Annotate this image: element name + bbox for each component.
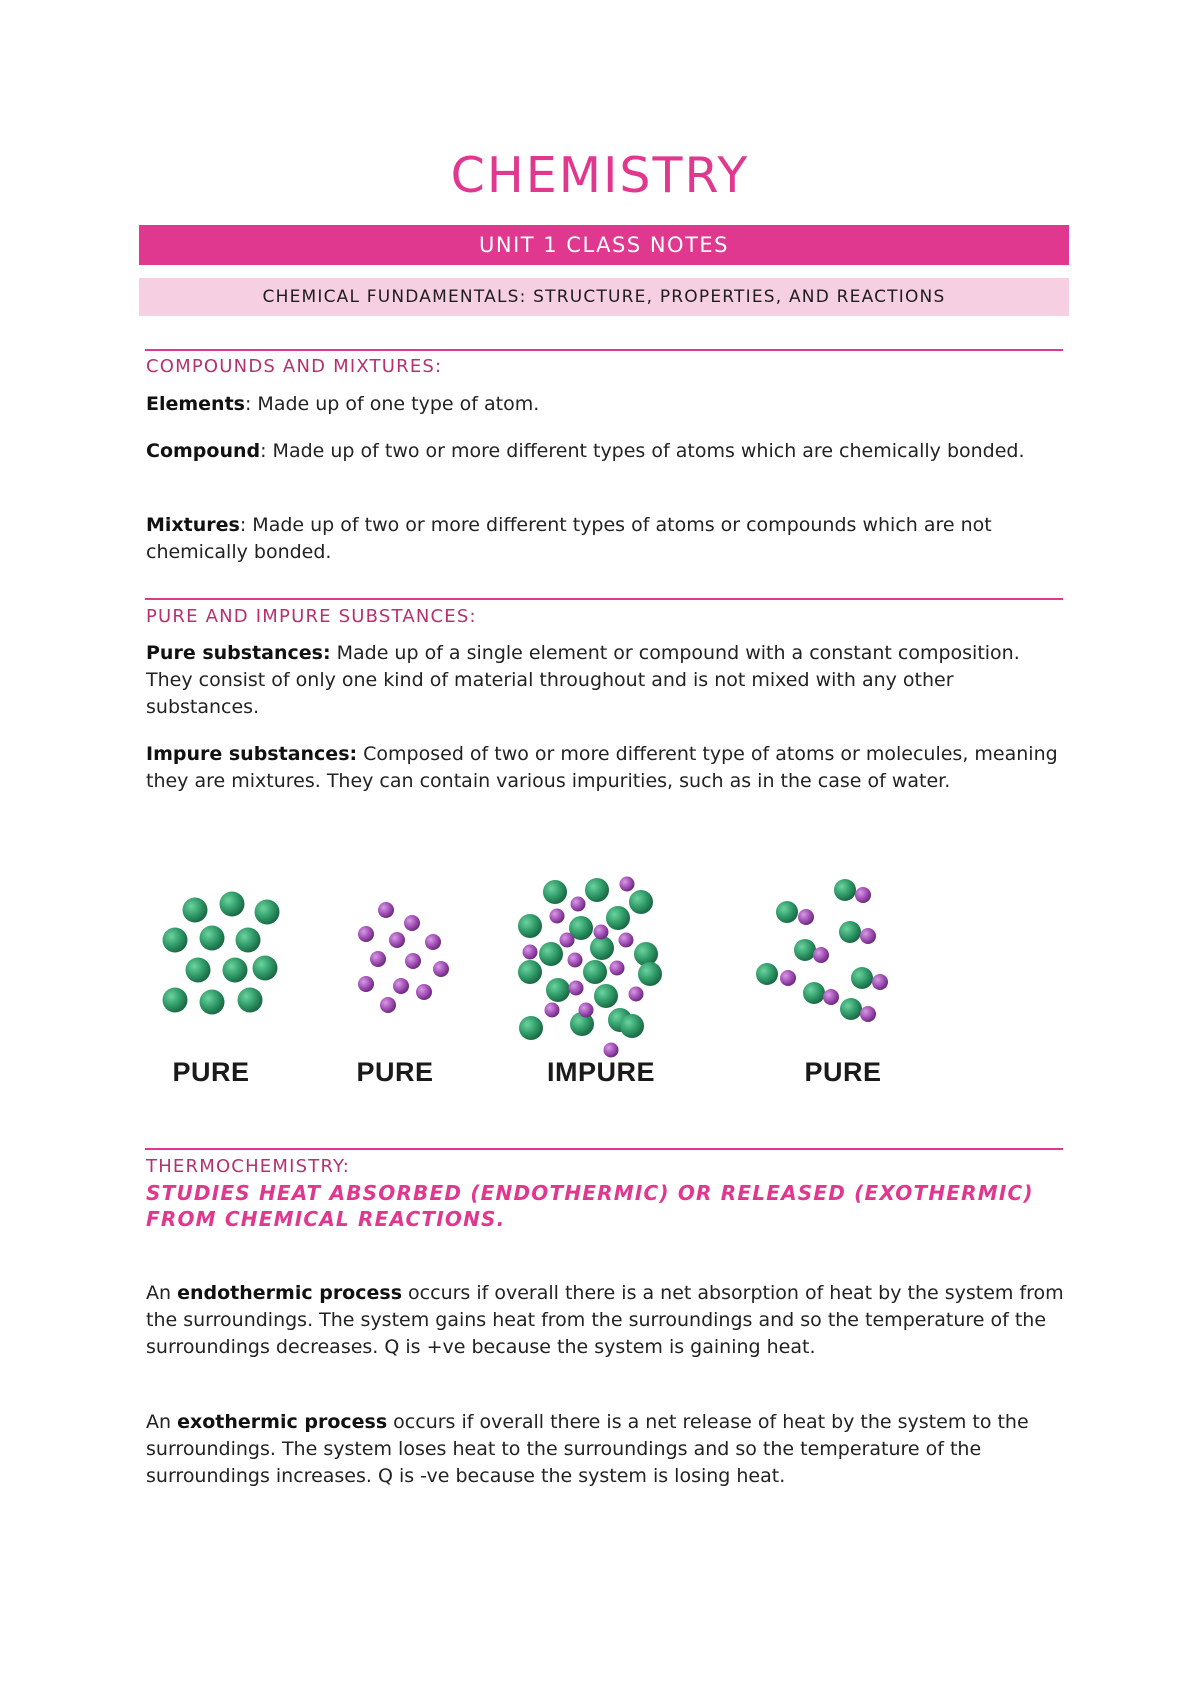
section-divider — [145, 1148, 1063, 1150]
green-atom — [620, 1014, 644, 1038]
green-atom — [590, 936, 614, 960]
green-atom — [519, 1016, 543, 1040]
section-heading-thermo: THERMOCHEMISTRY: — [146, 1156, 351, 1177]
purple-atom — [568, 953, 583, 968]
paragraph-text: occurs if overall there is a net absorption of heat by the system from the surroundings. The system gains heat from the surroundings and so the temperature of the surroundings decreases. Q is +ve because the system is gaining heat. — [146, 1282, 1064, 1358]
purple-atom — [569, 981, 584, 996]
purple-atom — [610, 961, 625, 976]
green-atom — [546, 978, 570, 1002]
definition-impure — [146, 741, 1066, 795]
section-divider — [145, 349, 1063, 351]
purple-atom — [571, 897, 586, 912]
green-atom — [543, 880, 567, 904]
purple-atom — [380, 997, 396, 1013]
purple-atom — [389, 932, 405, 948]
purple-atom — [823, 989, 839, 1005]
definition-elements — [146, 391, 1066, 418]
purple-atom — [579, 1003, 594, 1018]
green-atom — [238, 988, 263, 1013]
green-atom — [539, 942, 563, 966]
purple-atom — [860, 1006, 876, 1022]
purple-atom — [619, 933, 634, 948]
term-endothermic: endothermic process — [177, 1282, 403, 1304]
purple-atom — [370, 951, 386, 967]
green-atom — [851, 967, 873, 989]
purple-atom — [378, 902, 394, 918]
definition-compound — [146, 438, 1066, 465]
figure-label-pure-1: PURE — [172, 1057, 250, 1087]
definition-text: : Made up of two or more different types of atoms which are chemically bonded. — [260, 440, 1025, 462]
purple-atom — [358, 926, 374, 942]
purple-atom — [404, 915, 420, 931]
green-atom — [163, 988, 188, 1013]
purple-atom — [813, 947, 829, 963]
text-span: An — [146, 1282, 178, 1304]
purple-atom — [416, 984, 432, 1000]
green-atom — [200, 990, 225, 1015]
purple-atom — [433, 961, 449, 977]
term-compound: Compound — [146, 440, 261, 462]
section-divider — [145, 598, 1063, 600]
definition-pure — [146, 640, 1066, 721]
definition-text: : Made up of two or more different types of atoms or compounds which are not chemically bonded. — [146, 514, 992, 563]
green-atom — [223, 958, 248, 983]
purple-atom — [872, 974, 888, 990]
green-atom — [794, 939, 816, 961]
figure-label-pure-2: PURE — [356, 1057, 434, 1087]
purple-atom — [405, 953, 421, 969]
green-atom — [518, 960, 542, 984]
figure-label-impure: IMPURE — [546, 1057, 655, 1087]
purple-atom — [860, 928, 876, 944]
definition-mixtures — [146, 512, 1066, 566]
purple-atom — [629, 987, 644, 1002]
purple-atom — [523, 945, 538, 960]
green-atom — [803, 982, 825, 1004]
green-atom — [186, 958, 211, 983]
green-atom — [236, 928, 261, 953]
text-span: An — [146, 1411, 178, 1433]
paragraph-endothermic — [146, 1280, 1066, 1361]
topic-banner: CHEMICAL FUNDAMENTALS: STRUCTURE, PROPERTIES, AND REACTIONS — [139, 278, 1069, 316]
purple-atom — [798, 909, 814, 925]
definition-text: Composed of two or more different type of atoms or molecules, meaning they are mixtures. They can contain various impurities, such as in the case of water. — [146, 743, 1058, 792]
green-atom — [834, 879, 856, 901]
green-atom — [606, 906, 630, 930]
unit-banner: UNIT 1 CLASS NOTES — [139, 225, 1069, 265]
purple-atom — [545, 1003, 560, 1018]
green-atom — [629, 890, 653, 914]
figure-label-pure-3: PURE — [804, 1057, 882, 1087]
green-atom — [583, 960, 607, 984]
purple-atom — [425, 934, 441, 950]
document-title: CHEMISTRY — [450, 147, 750, 204]
term-exothermic: exothermic process — [177, 1411, 388, 1433]
green-atom — [634, 942, 658, 966]
paragraph-text: occurs if overall there is a net release of heat by the system to the surroundings. The system loses heat to the surroundings and so the temperature of the surroundings increases. Q is -ve because the system is losing heat. — [146, 1411, 1029, 1487]
green-atom — [255, 900, 280, 925]
purple-atom — [560, 933, 575, 948]
purple-atom — [620, 877, 635, 892]
purple-atom — [393, 978, 409, 994]
green-atom — [839, 921, 861, 943]
section-heading-compounds: COMPOUNDS AND MIXTURES: — [146, 356, 443, 377]
purple-atom — [780, 970, 796, 986]
term-elements: Elements — [146, 393, 245, 415]
term-impure: Impure substances: — [146, 743, 358, 765]
definition-text: Made up of a single element or compound with a constant composition. They consist of only one kind of material throughout and is not mixed with any other substances. — [146, 642, 1020, 718]
green-atom — [183, 898, 208, 923]
green-atom — [594, 984, 618, 1008]
definition-text: : Made up of one type of atom. — [244, 393, 540, 415]
term-pure: Pure substances: — [146, 642, 331, 664]
green-atom — [638, 962, 662, 986]
purple-atom — [855, 887, 871, 903]
purple-atom — [550, 909, 565, 924]
green-atom — [840, 998, 862, 1020]
purple-atom — [358, 976, 374, 992]
paragraph-exothermic — [146, 1409, 1066, 1490]
purple-atom — [594, 925, 609, 940]
section-heading-pure: PURE AND IMPURE SUBSTANCES: — [146, 606, 477, 627]
term-mixtures: Mixtures — [146, 514, 240, 536]
green-atom — [776, 901, 798, 923]
green-atom — [756, 963, 778, 985]
thermo-tagline: STUDIES HEAT ABSORBED (ENDOTHERMIC) OR RELEASED (EXOTHERMIC) FROM CHEMICAL REACTIONS. — [146, 1181, 1034, 1231]
green-atom — [585, 878, 609, 902]
green-atom — [220, 892, 245, 917]
green-atom — [163, 928, 188, 953]
green-atom — [253, 956, 278, 981]
green-atom — [200, 926, 225, 951]
green-atom — [518, 914, 542, 938]
